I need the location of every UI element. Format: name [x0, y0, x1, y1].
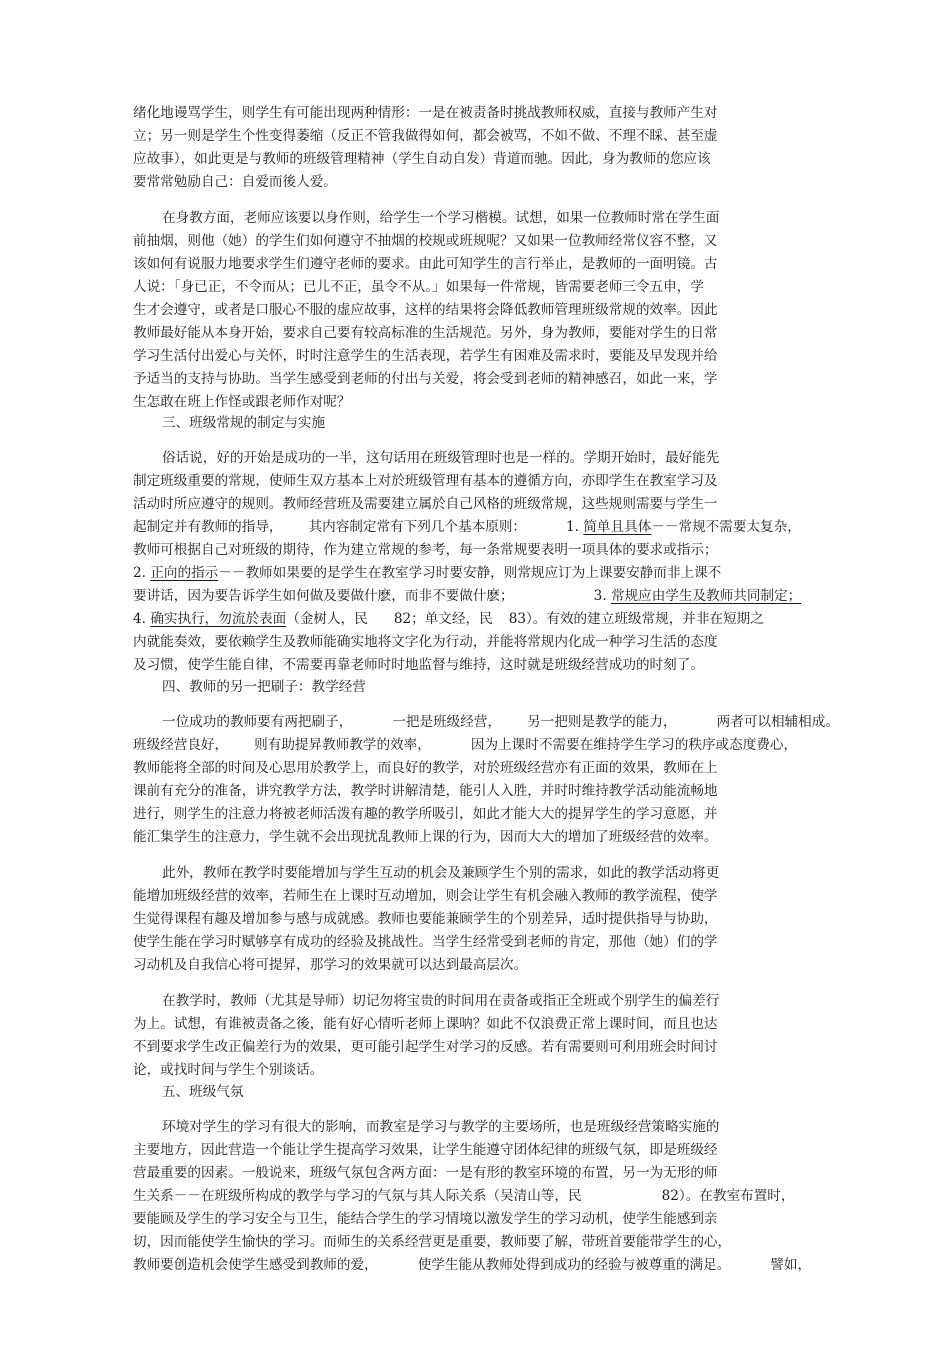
text-span: 教师要创造机会使学生感受到教师的爱， — [133, 1257, 378, 1273]
paragraph-line: 教师可根据自己对班级的期待，作为建立常规的参考，每一条常规要表明一项具体的要求或指示； — [133, 542, 718, 558]
paragraph-line — [133, 1186, 794, 1206]
paragraph-line — [133, 517, 801, 537]
paragraph-line — [133, 586, 801, 606]
text-span: 两者可以相辅相成。 — [716, 714, 839, 730]
underlined-principle: 正向的指示 — [150, 565, 219, 581]
paragraph-line: 主要地方，因此营造一个能让学生提高学习效果，让学生能遵守团体纪律的班级气氛，即是班级经 — [133, 1142, 718, 1158]
text-span: 其内容制定常有下列几个基本原则： — [308, 519, 527, 535]
text-span: 一把是班级经营， — [392, 714, 502, 730]
section-heading: 三、班级常规的制定与实施 — [162, 415, 326, 431]
paragraph-line — [133, 609, 764, 629]
underlined-principle: 简单且具体 — [583, 519, 652, 535]
paragraph-line: 营最重要的因素。一般说来，班级气氛包含两方面：一是有形的教室环境的布置，另一为无形的师 — [133, 1165, 718, 1181]
paragraph-line: 切，因而能使学生愉快的学习。而师生的关系经营更是重要，教师要了解，带班首要能带学生的心， — [133, 1234, 732, 1250]
paragraph-line: 教师能将全部的时间及心思用於教学上，而良好的教学，对於班级经营亦有正面的效果，教师在上 — [133, 760, 718, 776]
paragraph-line: 生怎敢在班上作怪或跟老师作对呢？ — [133, 394, 351, 410]
underlined-principle: 常规应由学生及教师共同制定； — [610, 588, 802, 604]
text-span: 班级经营良好， — [133, 737, 229, 753]
paragraph-line: 要能顾及学生的学习安全与卫生，能结合学生的学习情境以激发学生的学习动机，使学生能感到亲 — [133, 1211, 718, 1227]
text-span: 82）。在教室布置时， — [661, 1188, 795, 1204]
paragraph-line: 在身教方面，老师应该要以身作则，给学生一个学习楷模。试想，如果一位教师时常在学生面 — [162, 210, 720, 226]
paragraph-line: 此外，教师在教学时要能增加与学生互动的机会及兼顾学生个别的需求，如此的教学活动将更 — [162, 865, 720, 881]
paragraph-line: 不到要求学生改正偏差行为的效果，更可能引起学生对学习的反感。若有需要则可利用班会时间讨 — [133, 1039, 718, 1055]
list-number: 1. — [566, 519, 580, 535]
paragraph-line: 习动机及自我信心将可提昇，那学习的效果就可以达到最高层次。 — [133, 957, 528, 973]
paragraph-line: 为上。试想，有谁被责备之後，能有好心情听老师上课呐？如此不仅浪费正常上课时间，而且也达 — [133, 1016, 718, 1032]
paragraph-line: 俗话说，好的开始是成功的一半，这句话用在班级管理时也是一样的。学期开始时，最好能先 — [162, 450, 720, 466]
text-span: 使学生能从教师处得到成功的经验与被尊重的满足。 — [417, 1257, 731, 1273]
paragraph-line: 生觉得课程有趣及增加参与感与成就感。教师也要能兼顾学生的个别差异，适时提供指导与协助， — [133, 911, 718, 927]
paragraph-line: 论，或找时间与学生个别谈话。 — [133, 1062, 324, 1078]
list-number: 4. — [133, 611, 146, 627]
paragraph-line: 应故事），如此更是与教师的班级管理精神（学生自动自发）背道而驰。因此，身为教师的您应该 — [133, 151, 711, 167]
paragraph-line — [133, 563, 721, 583]
paragraph-line — [162, 712, 839, 732]
paragraph-line: 制定班级重要的常规，使师生双方基本上对於班级管理有基本的遵循方向，亦即学生在教室学习及 — [133, 473, 718, 489]
paragraph-line: 能增加班级经营的效率，若师生在上课时互动增加，则会让学生有机会融入教师的教学流程，使学 — [133, 888, 718, 904]
text-span: 82；单文经，民 — [393, 611, 493, 627]
list-number: 2. — [133, 565, 146, 581]
text-span: 一位成功的教师要有两把刷子， — [162, 714, 353, 730]
paragraph-line: 能汇集学生的注意力，学生就不会出现扰乱教师上课的行为，因而大大的增加了班级经营的效率。 — [133, 829, 718, 845]
paragraph-line: 学习生活付出爱心与关怀，时时注意学生的生活表现，若学生有困难及需求时，要能及早发现并给 — [133, 348, 718, 364]
paragraph-line: 立；另一则是学生个性变得萎缩（反正不管我做得如何，都会被骂，不如不做、不理不睬、甚至虚 — [133, 128, 718, 144]
text-span: （金树人，民 — [286, 611, 368, 627]
paragraph-line: 教师最好能从本身开始，要求自己要有较高标准的生活规范。另外，身为教师，要能对学生的日常 — [133, 325, 718, 341]
list-number: 3. — [593, 588, 607, 604]
text-span: 另一把则是教学的能力， — [527, 714, 677, 730]
paragraph-line: 课前有充分的准备，讲究教学方法，教学时讲解清楚，能引人入胜，并时时维持教学活动能流畅地 — [133, 783, 718, 799]
text-span: 则有助提昇教师教学的效率， — [254, 737, 431, 753]
paragraph-line: 绪化地谩骂学生，则学生有可能出现两种情形：一是在被责备时挑战教师权威，直接与教师产生对 — [133, 105, 718, 121]
paragraph-line: 予适当的支持与协助。当学生感受到老师的付出与关爱，将会受到老师的精神感召，如此一来，学 — [133, 371, 718, 387]
paragraph-line: 人说：「身已正，不令而从；已儿不正，虽令不从。」如果每一件常规，皆需要老师三令五申，学 — [133, 279, 704, 295]
paragraph-line: 生才会遵守，或者是口服心不服的虚应故事，这样的结果将会降低教师管理班级常规的效率。因此 — [133, 302, 718, 318]
paragraph-line — [133, 1255, 811, 1275]
text-span: 生关系－－在班级所构成的教学与学习的气氛与其人际关系（吴清山等，民 — [133, 1188, 582, 1204]
section-heading: 五、班级气氛 — [162, 1084, 244, 1100]
text-span: 要讲话，因为要告诉学生如何做及要做什麽，而非不要做什麽； — [133, 588, 514, 604]
paragraph-line: 在教学时，教师（尤其是导师）切记勿将宝贵的时间用在责备或指正全班或个别学生的偏差行 — [162, 993, 720, 1009]
paragraph-line: 及习惯，使学生能自律，不需要再靠老师时时地监督与维持，这时就是班级经营成功的时刻了。 — [133, 657, 704, 673]
paragraph-line: 前抽烟，则他（她）的学生们如何遵守不抽烟的校规或班规呢？又如果一位教师经常仪容不整，又 — [133, 233, 718, 249]
paragraph-line: 活动时所应遵守的规则。教师经营班及需要建立属於自己风格的班级常规，这些规则需要与学生一 — [133, 496, 718, 512]
paragraph-line: 要常常勉励自己：自爱而後人爱。 — [133, 174, 337, 190]
text-span: 83）。有效的建立班级常规，并非在短期之 — [508, 611, 764, 627]
paragraph-line: 内就能奏效，要依赖学生及教师能确实地将文字化为行动，并能将常规内化成一种学习生活的态度 — [133, 634, 718, 650]
paragraph-line — [133, 735, 797, 755]
underlined-principle: 确实执行，勿流於表面 — [150, 611, 287, 627]
text-span: －－常规不需要太复杂， — [651, 519, 801, 535]
text-span: 起制定并有教师的指导， — [133, 519, 283, 535]
text-span: 因为上课时不需要在维持学生学习的秩序或态度费心， — [470, 737, 798, 753]
paragraph-line: 使学生能在学习时赋够享有成功的经验及挑战性。当学生经常受到老师的肯定，那他（她）们的学 — [133, 934, 718, 950]
paragraph-line: 该如何有说服力地要求学生们遵守老师的要求。由此可知学生的言行举止，是教师的一面明镜。古 — [133, 256, 718, 272]
text-span: －－教师如果要的是学生在教室学习时要安静，则常规应订为上课要安静而非上课不 — [218, 565, 722, 581]
section-heading: 四、教师的另一把刷子：教学经营 — [162, 679, 366, 695]
text-span: 譬如， — [770, 1257, 812, 1273]
paragraph-line: 环境对学生的学习有很大的影响，而教室是学习与教学的主要场所，也是班级经营策略实施的 — [162, 1119, 720, 1135]
paragraph-line: 进行，则学生的注意力将被老师活泼有趣的教学所吸引，如此才能大大的提昇学生的学习意愿，并 — [133, 806, 718, 822]
